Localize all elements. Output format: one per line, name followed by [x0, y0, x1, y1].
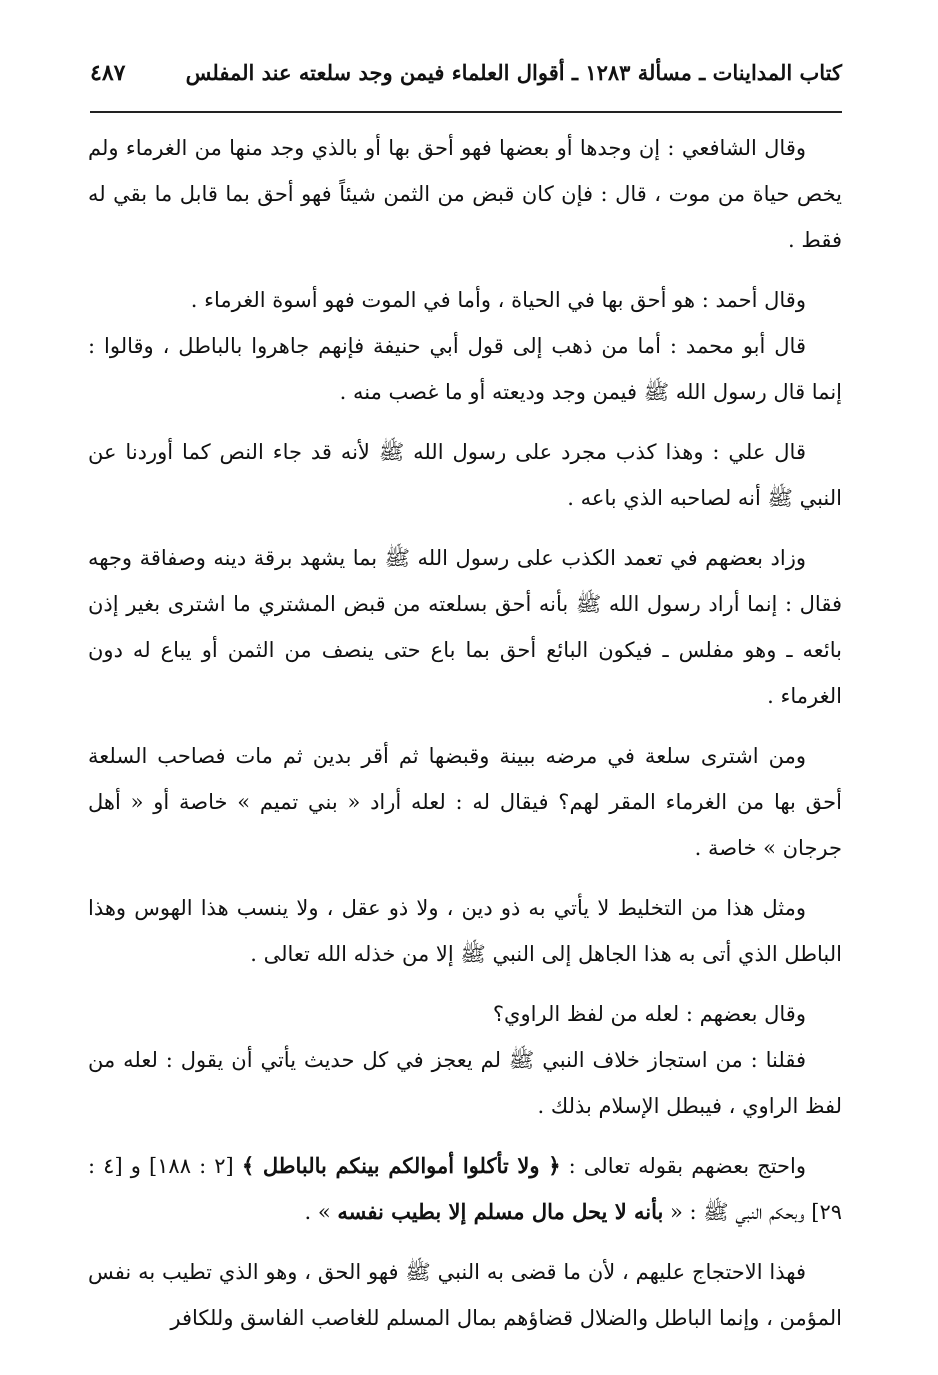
paragraph-confusion: ومثل هذا من التخليط لا يأتي به ذو دين ، ولا ذو عقل ، ولا ينسب هذا الهوس وهذا الباطل الذي أتى به هذا الجاهل إلى النبي ﷺ إلا من خذله الله تعالى .: [88, 896, 842, 966]
paragraph-ali: قال علي : وهذا كذب مجرد على رسول الله ﷺ لأنه قد جاء النص كما أوردنا عن النبي ﷺ أنه لصاحبه الذي باعه .: [88, 440, 842, 510]
hadith-quote: بأنه لا يحل مال مسلم إلا بطيب نفسه: [337, 1199, 664, 1224]
argument-close: » .: [304, 1200, 338, 1224]
paragraph-narrator: وقال بعضهم : لعله من لفظ الراوي؟: [492, 1002, 806, 1026]
paragraph-ahmad: وقال أحمد : هو أحق بها في الحياة ، وأما في الموت فهو أسوة الغرماء .: [190, 288, 806, 312]
running-header: [90, 58, 842, 98]
paragraph-addition: وزاد بعضهم في تعمد الكذب على رسول الله ﷺ بما يشهد برقة دينه وصفاقة وجهه فقال : إنما أراد رسول الله ﷺ بأنه أحق بسلعته من قبض المشتري ما اشترى بغير إذن بائعه ـ وهو مفلس ـ فيكون البائع أحق بما باع حتى ينصف من الثمن أو يباع له دون الغرماء .: [88, 546, 842, 708]
paragraph-abu-muhammad: قال أبو محمد : أما من ذهب إلى قول أبي حنيفة فإنهم جاهروا بالباطل ، وقالوا : إنما قال رسول الله ﷺ فيمن وجد وديعته أو ما غصب منه .: [88, 334, 842, 404]
paragraph-conclusion: فهذا الاحتجاج عليهم ، لأن ما قضى به النبي ﷺ فهو الحق ، وهو الذي تطيب به نفس المؤمن ، وإنما الباطل والضلال قضاؤهم بمال المسلم للغاصب الفاسق وللكافر: [88, 1260, 842, 1330]
page-body: [88, 125, 842, 1341]
paragraph-illness-purchase: ومن اشترى سلعة في مرضه ببينة وقبضها ثم أقر بدين ثم مات فصاحب السلعة أحق بها من الغرماء المقر لهم؟ فيقال له : لعله أراد « بني تميم » خاصة أو « أهل جرجان » خاصة .: [88, 744, 842, 860]
argument-reference: [٢ : ١٨٨] و [٤ : ٢٩] وبحكم النبي ﷺ : «: [88, 1154, 842, 1224]
paragraph-shafii: وقال الشافعي : إن وجدها أو بعضها فهو أحق بها أو بالذي وجد منها من الغرماء ولم يخص حياة من موت ، قال : فإن كان قبض من الثمن شيئاً فهو أحق بما قابل ما بقي له فقط .: [88, 136, 842, 252]
header-divider: [90, 111, 842, 113]
paragraph-argument: [88, 1143, 842, 1235]
paragraph-reply: فقلنا : من استجاز خلاف النبي ﷺ لم يعجز في كل حديث يأتي أن يقول : لعله من لفظ الراوي ، فيبطل الإسلام بذلك .: [88, 1048, 842, 1118]
quran-quote: ﴿ ولا تأكلوا أموالكم بينكم بالباطل ﴾: [241, 1153, 561, 1178]
header-title: كتاب المداينات ـ مسألة ١٢٨٣ ـ أقوال العلماء فيمن وجد سلعته عند المفلس: [185, 60, 842, 85]
page-number: ٤٨٧: [90, 60, 126, 86]
argument-intro: واحتج بعضهم بقوله تعالى :: [560, 1154, 806, 1178]
